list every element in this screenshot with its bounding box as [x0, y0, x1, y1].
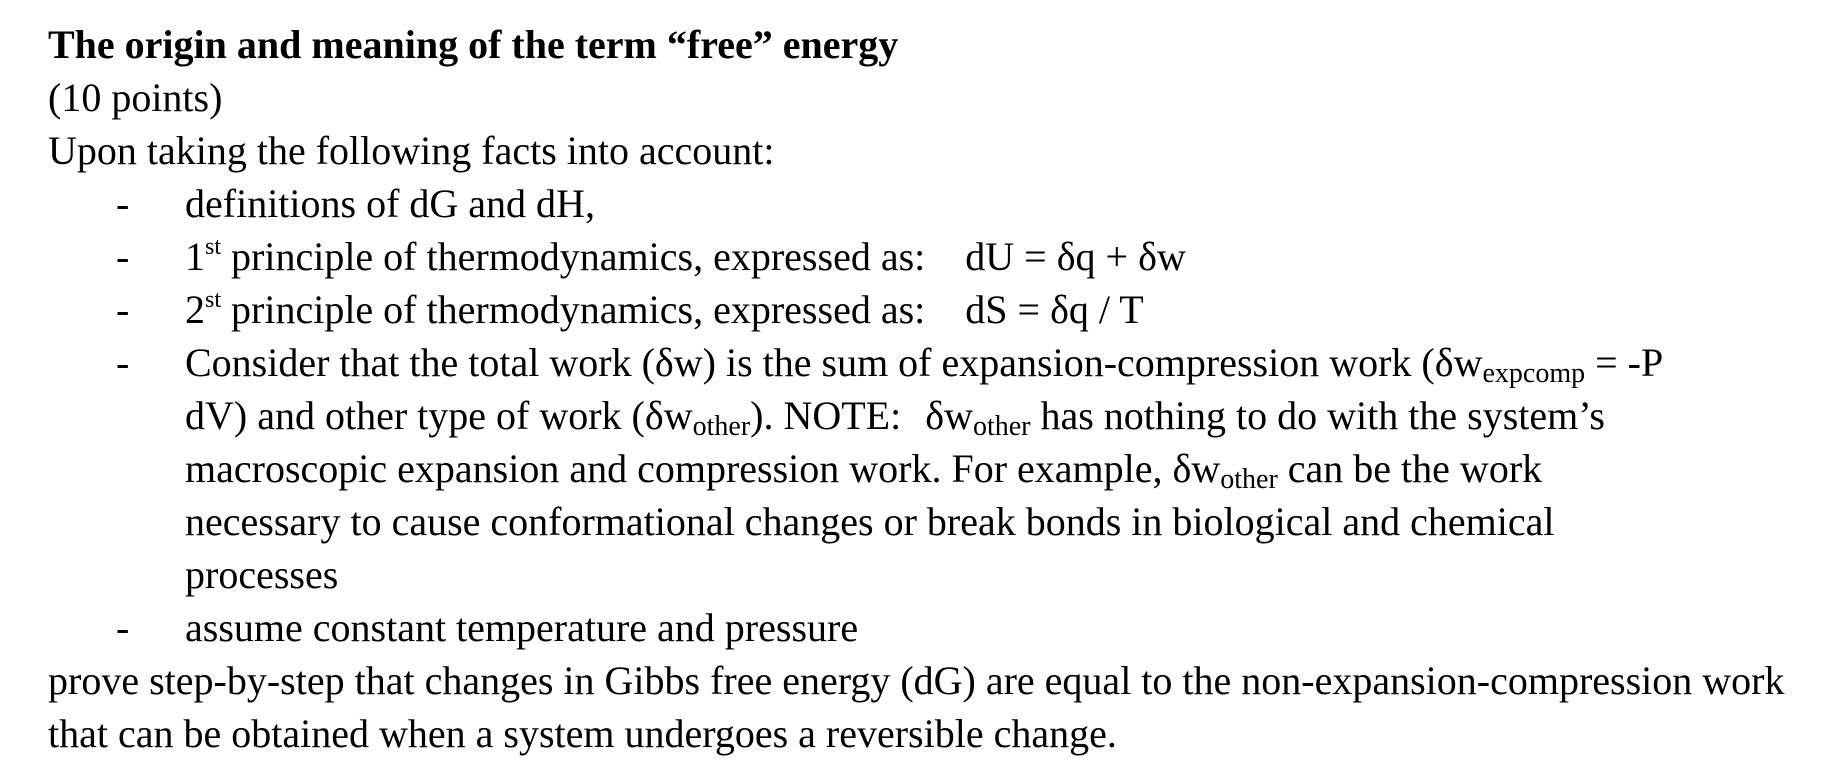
intro-text: Upon taking the following facts into account:: [48, 128, 775, 173]
ordinal-number: 2: [185, 287, 205, 332]
list-item: [48, 601, 1688, 654]
document-title: The origin and meaning of the term “free” energy: [48, 22, 899, 67]
bullet-dash: -: [116, 234, 130, 279]
points-label: (10 points): [48, 75, 223, 120]
ordinal-suffix: st: [205, 234, 222, 260]
ordinal-suffix: st: [205, 287, 222, 313]
subscript: other: [692, 411, 751, 442]
fact-text: principle of thermodynamics, expressed as:: [221, 234, 926, 279]
list-item: [48, 283, 1688, 336]
text-segment: can be the work necessary to cause conformational changes or break bonds in biological and chemical processes: [185, 446, 1555, 597]
text-segment: = -P dV) and other type of work (δw: [185, 340, 1662, 438]
fact-constant-conditions: assume constant temperature and pressure: [185, 605, 859, 650]
bullet-dash: -: [116, 287, 130, 332]
ordinal-number: 1: [185, 234, 205, 279]
bullet-dash: -: [116, 340, 130, 385]
facts-list: [48, 177, 1834, 654]
list-item: [48, 230, 1688, 283]
conclusion-text: prove step-by-step that changes in Gibbs free energy (dG) are equal to the non-expansion-compression work that can be obtained when a system undergoes a reversible change.: [48, 658, 1785, 756]
equation-first-principle: dU = δq + δw: [965, 234, 1186, 279]
fact-work-definition: [185, 336, 1688, 601]
text-segment: Consider that the total work (δw) is the sum of expansion-compression work (δw: [185, 340, 1483, 385]
text-segment: ). NOTE:: [750, 393, 902, 438]
subscript: expcomp: [1482, 358, 1586, 389]
fact-first-principle: [185, 230, 1688, 283]
bullet-dash: -: [116, 181, 130, 226]
list-item: [48, 336, 1688, 601]
text-segment: δw: [925, 393, 973, 438]
text-segment: has nothing to do with the system’s macroscopic expansion and compression work. For example, δw: [185, 393, 1605, 491]
fact-text: principle of thermodynamics, expressed as:: [221, 287, 926, 332]
list-item: [48, 177, 1688, 230]
fact-second-principle: [185, 283, 1688, 336]
equation-second-principle: dS = δq / T: [965, 287, 1144, 332]
subscript: other: [972, 411, 1031, 442]
subscript: other: [1220, 464, 1278, 495]
bullet-dash: -: [116, 605, 130, 650]
fact-definitions: definitions of dG and dH,: [185, 181, 595, 226]
